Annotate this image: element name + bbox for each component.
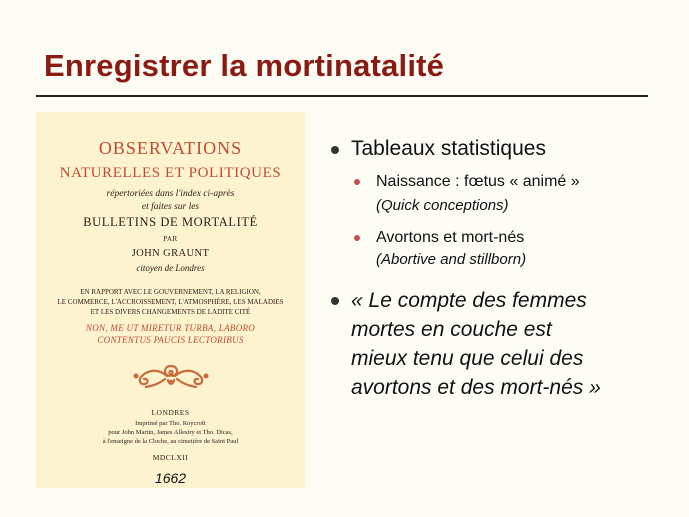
bullet-tableaux-statistiques: Tableaux statistiques: [351, 137, 546, 160]
page-motto-line-2: CONTENTUS PAUCIS LECTORIBUS: [97, 335, 244, 345]
page-printer-line-2: pour John Martin, James Allestry et Tho. Dicas,: [108, 429, 233, 436]
scroll-ornament-icon: [132, 362, 210, 390]
page-rapport-line-2: LE COMMERCE, L'ACCROISSEMENT, L'ATMOSPHÈRE, LES MALADIES: [57, 298, 284, 306]
book-title-page-image: [36, 112, 305, 488]
sub-bullet-naissance-translation: (Quick conceptions): [376, 197, 509, 214]
page-par-line: PAR: [163, 235, 178, 243]
sub-bullet-avortons: Avortons et mort-nés: [376, 229, 525, 246]
page-title-line-1: OBSERVATIONS: [98, 138, 243, 158]
page-subtitle-line-1: répertoriées dans l'index ci-après: [106, 189, 235, 199]
page-printer-line-3: à l'enseigne de la Cloche, au cimetière de Saint Paul: [102, 438, 239, 445]
quote-line-1: « Le compte des femmes: [351, 289, 587, 312]
page-roman-year: MDCLXII: [152, 453, 189, 462]
quote-line-3: mieux tenu que celui des: [351, 347, 584, 370]
page-author-line: JOHN GRAUNT: [131, 248, 210, 259]
bullet-dot: [331, 297, 339, 305]
sub-bullet-naissance: Naissance : fœtus « animé »: [376, 173, 580, 190]
sub-bullet-dot: [354, 235, 360, 241]
page-author-desc: citoyen de Londres: [136, 263, 205, 273]
page-rapport-line-1: EN RAPPORT AVEC LE GOUVERNEMENT, LA RELIGION,: [80, 288, 261, 296]
quote-line-4: avortons et des mort-nés »: [351, 376, 601, 399]
publication-year-caption: 1662: [154, 470, 187, 486]
page-title-line-2: NATURELLES ET POLITIQUES: [59, 165, 282, 181]
page-motto-line-1: NON, ME UT MIRETUR TURBA, LABORO: [85, 323, 256, 333]
page-printer-line-1: Imprimé par Tho. Roycroft: [135, 420, 206, 427]
bullet-dot: [331, 146, 339, 154]
sub-bullet-dot: [354, 179, 360, 185]
slide-title: Enregistrer la mortinatalité: [44, 48, 445, 83]
quote-line-2: mortes en couche est: [351, 318, 552, 341]
page-bulletins-line: BULLETINS DE MORTALITÉ: [83, 215, 258, 229]
page-rapport-line-3: ET LES DIVERS CHANGEMENTS DE LADITE CITÉ: [90, 308, 251, 316]
sub-bullet-avortons-translation: (Abortive and stillborn): [376, 251, 527, 268]
title-divider: [36, 95, 648, 97]
page-subtitle-line-2: et faites sur les: [141, 202, 200, 212]
page-city-line: LONDRES: [151, 408, 190, 417]
